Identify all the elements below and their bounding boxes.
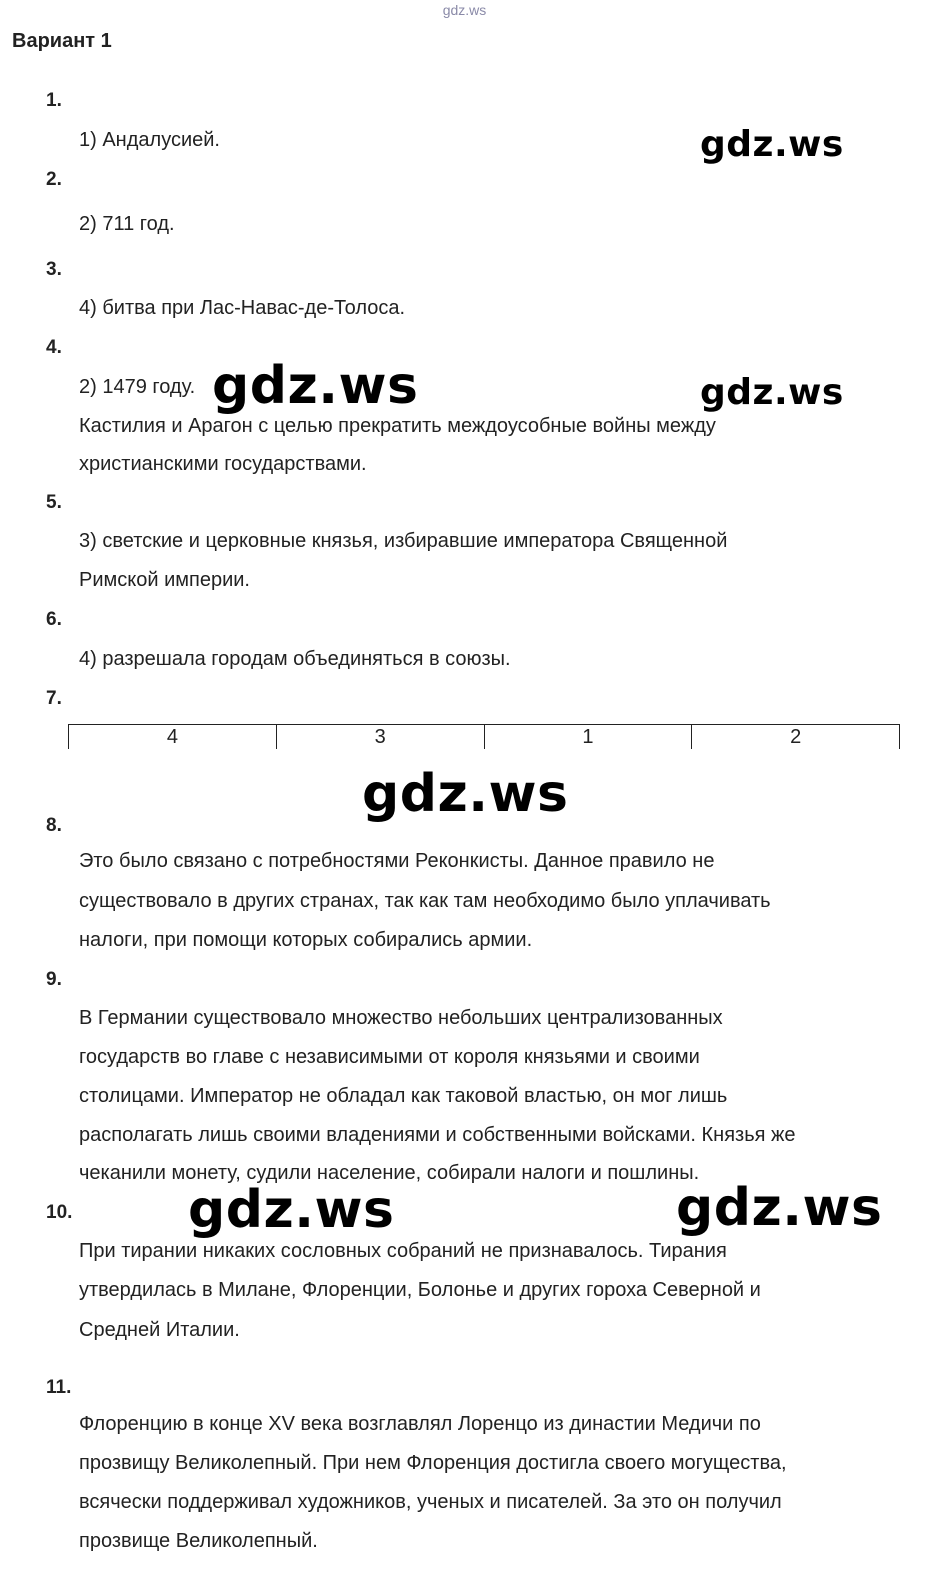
watermark: gdz.ws xyxy=(700,124,844,165)
item-number: 11. xyxy=(46,1377,72,1398)
answer-line: Римской империи. xyxy=(79,569,250,591)
answer-line: 2) 1479 году. xyxy=(79,376,196,398)
answer-line: всячески поддерживал художников, ученых и писателей. За это он получил xyxy=(79,1491,782,1513)
watermark: gdz.ws xyxy=(188,1180,395,1240)
answer-line: Кастилия и Арагон с целью прекратить междоусобные войны между xyxy=(79,415,716,437)
item-number: 8. xyxy=(46,815,62,836)
answer-line: налоги, при помощи которых собирались армии. xyxy=(79,929,533,951)
answer-line: 1) Андалусией. xyxy=(79,129,220,151)
answer-line: 4) битва при Лас-Навас-де-Толоса. xyxy=(79,297,406,319)
item-number: 6. xyxy=(46,609,62,630)
item-number: 7. xyxy=(46,688,62,709)
answer-line: столицами. Император не обладал как таковой властью, он мог лишь xyxy=(79,1085,728,1107)
table-row xyxy=(69,725,900,750)
item-number: 10. xyxy=(46,1202,73,1223)
answer-line: При тирании никаких сословных собраний не признавалось. Тирания xyxy=(79,1240,727,1262)
item-number: 9. xyxy=(46,969,62,990)
variant-title: Вариант 1 xyxy=(12,30,112,52)
item-number: 5. xyxy=(46,492,62,513)
answer-line: чеканили монету, судили население, собирали налоги и пошлины. xyxy=(79,1162,700,1184)
answer-line: христианскими государствами. xyxy=(79,453,367,475)
answer-line: Это было связано с потребностями Реконкисты. Данное правило не xyxy=(79,850,715,872)
watermark: gdz.ws xyxy=(676,1178,883,1238)
watermark: gdz.ws xyxy=(362,764,569,824)
watermark: gdz.ws xyxy=(700,372,844,413)
watermark: gdz.ws xyxy=(212,356,419,416)
answer-line: прозвище Великолепный. xyxy=(79,1530,318,1552)
table-cell: 1 xyxy=(484,725,692,750)
answer-line: располагать лишь своими владениями и собственными войсками. Князья же xyxy=(79,1124,796,1146)
answer-line: существовало в других странах, так как там необходимо было уплачивать xyxy=(79,890,771,912)
answer-line: государств во главе с независимыми от короля князьями и своими xyxy=(79,1046,700,1068)
item-number: 3. xyxy=(46,259,62,280)
table-cell: 2 xyxy=(692,725,900,750)
answer-line: прозвищу Великолепный. При нем Флоренция достигла своего могущества, xyxy=(79,1452,787,1474)
item-number: 4. xyxy=(46,337,62,358)
answer-line: Средней Италии. xyxy=(79,1319,240,1341)
item-number: 2. xyxy=(46,169,62,190)
table-cell: 3 xyxy=(276,725,484,750)
table-cell: 4 xyxy=(69,725,277,750)
answer-line: 3) светские и церковные князья, избиравшие императора Священной xyxy=(79,530,728,552)
answer-line: В Германии существовало множество небольших централизованных xyxy=(79,1007,723,1029)
answer-line: Флоренцию в конце XV века возглавлял Лоренцо из династии Медичи по xyxy=(79,1413,761,1435)
answer-line: 4) разрешала городам объединяться в союзы. xyxy=(79,648,511,670)
answer-line: 2) 711 год. xyxy=(79,213,175,235)
item-number: 1. xyxy=(46,90,62,111)
answer-table xyxy=(68,724,900,749)
answer-line: утвердилась в Милане, Флоренции, Болонье и других гороха Северной и xyxy=(79,1279,761,1301)
source-watermark: gdz.ws xyxy=(442,2,487,18)
